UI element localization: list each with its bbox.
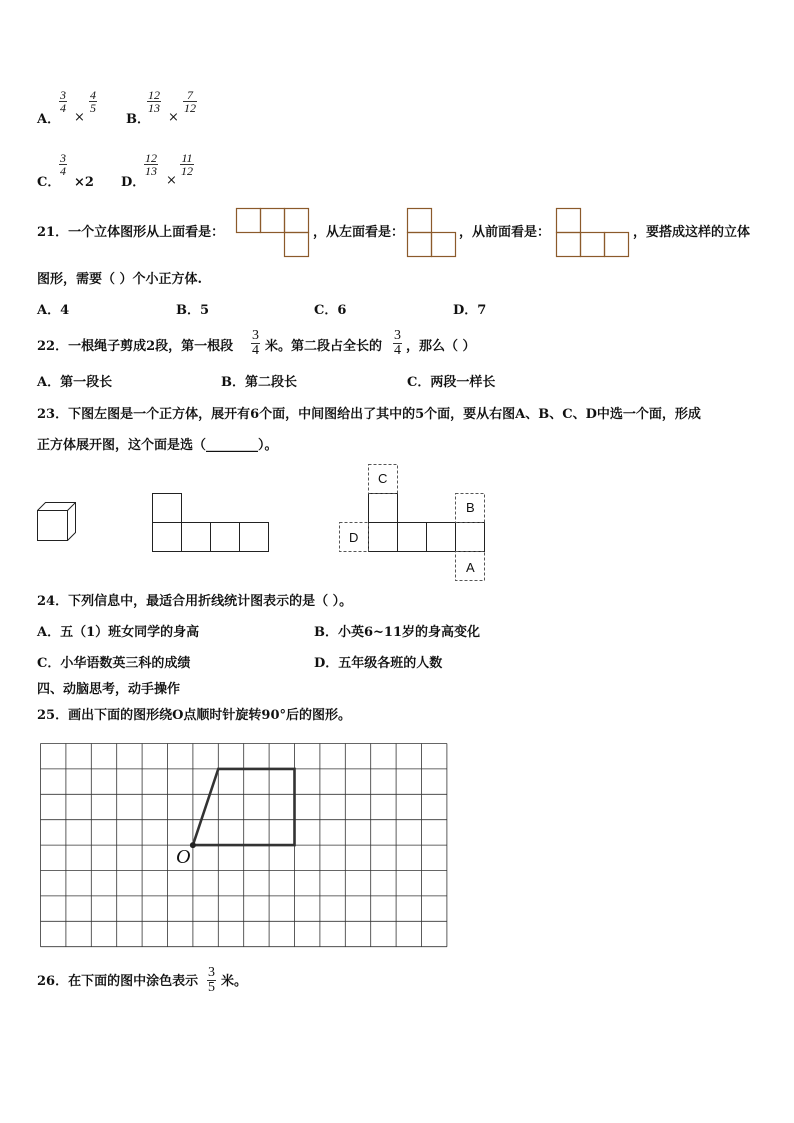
section-4-heading: 四、动脑思考，动手操作 bbox=[37, 682, 181, 697]
q24-option-b: B．小英6~11岁的身高变化 bbox=[314, 625, 481, 640]
q20-d-fraction-1: $\frac{12}{13}$ bbox=[145, 151, 157, 178]
q24-option-d: D．五年级各班的人数 bbox=[314, 656, 443, 671]
q23-stem-line2: 正方体展开图，这个面是选（________）。 bbox=[37, 438, 278, 453]
times-sign: × bbox=[74, 110, 85, 125]
q21-stem-part3: ，从前面看是： bbox=[459, 225, 551, 240]
q21-front-view-figure bbox=[556, 208, 630, 258]
q20-c-tail: ×2 bbox=[74, 175, 94, 190]
q21-option-d: D．7 bbox=[453, 303, 487, 318]
q24-stem: 24．下列信息中，最适合用折线统计图表示的是（ ）。 bbox=[37, 594, 353, 609]
q20-a-fraction-1: $\frac{3}{4}$ bbox=[60, 88, 66, 115]
q23-label-b: B bbox=[466, 500, 475, 515]
q21-stem-line2: 图形，需要（ ）个小正方体. bbox=[37, 272, 203, 287]
q20-a-fraction-2: $\frac{4}{5}$ bbox=[90, 88, 96, 115]
q23-label-d: D bbox=[349, 530, 359, 545]
q20-b-fraction-2: $\frac{7}{12}$ bbox=[184, 88, 196, 115]
q20-option-d-label: D． bbox=[121, 175, 146, 190]
q21-stem-part4: ，要搭成这样的立体 bbox=[633, 225, 751, 240]
q22-fraction-2: $\frac{3}{4}$ bbox=[394, 328, 401, 358]
q21-stem-part2: ，从左面看是： bbox=[313, 225, 405, 240]
q21-option-b: B．5 bbox=[176, 303, 210, 318]
q24-option-c: C．小华语数英三科的成绩 bbox=[37, 656, 191, 671]
q26-stem-part1: 26．在下面的图中涂色表示 bbox=[37, 974, 199, 989]
q25-point-o-label: O bbox=[176, 846, 191, 868]
q23-cube-figure bbox=[37, 502, 79, 544]
q23-label-a: A bbox=[466, 560, 475, 575]
q25-grid bbox=[40, 743, 448, 949]
q22-stem-part2: 米。第二段占全长的 bbox=[265, 339, 383, 354]
q20-c-fraction-1: $\frac{3}{4}$ bbox=[60, 151, 66, 178]
q23-label-c: C bbox=[378, 471, 388, 486]
q20-b-fraction-1: $\frac{12}{13}$ bbox=[148, 88, 160, 115]
times-sign: × bbox=[168, 110, 179, 125]
q21-top-view-figure bbox=[236, 208, 310, 258]
q20-d-fraction-2: $\frac{11}{12}$ bbox=[181, 151, 193, 178]
q22-fraction-1: $\frac{3}{4}$ bbox=[252, 328, 259, 358]
q23-five-face-net bbox=[152, 493, 272, 553]
q21-left-view-figure bbox=[407, 208, 457, 258]
q26-stem-part2: 米。 bbox=[221, 974, 248, 989]
q23-stem-line1: 23．下图左图是一个正方体，展开有6个面，中间图给出了其中的5个面，要从右图A、B、C、D中选一个面，形成 bbox=[37, 407, 701, 422]
q20-option-a-label: A． bbox=[37, 112, 61, 127]
q25-stem: 25．画出下面的图形绕O点顺时针旋转90°后的图形。 bbox=[37, 708, 352, 723]
q25-point-o bbox=[190, 842, 196, 848]
q20-option-b-label: B． bbox=[126, 112, 150, 127]
q22-option-c: C．两段一样长 bbox=[407, 375, 496, 390]
q22-option-b: B．第二段长 bbox=[221, 375, 297, 390]
q21-option-a: A．4 bbox=[37, 303, 70, 318]
q24-option-a: A．五（1）班女同学的身高 bbox=[37, 625, 200, 640]
q21-option-c: C．6 bbox=[314, 303, 347, 318]
q22-stem-part1: 22．一根绳子剪成2段，第一根段 bbox=[37, 339, 234, 354]
q26-fraction: $\frac{3}{5}$ bbox=[208, 965, 215, 995]
times-sign: × bbox=[166, 173, 177, 188]
q20-option-c-label: C． bbox=[37, 175, 61, 190]
q22-option-a: A．第一段长 bbox=[37, 375, 113, 390]
q22-stem-part3: ，那么（ ） bbox=[406, 339, 476, 354]
q21-stem-part1: 21．一个立体图形从上面看是： bbox=[37, 225, 225, 240]
